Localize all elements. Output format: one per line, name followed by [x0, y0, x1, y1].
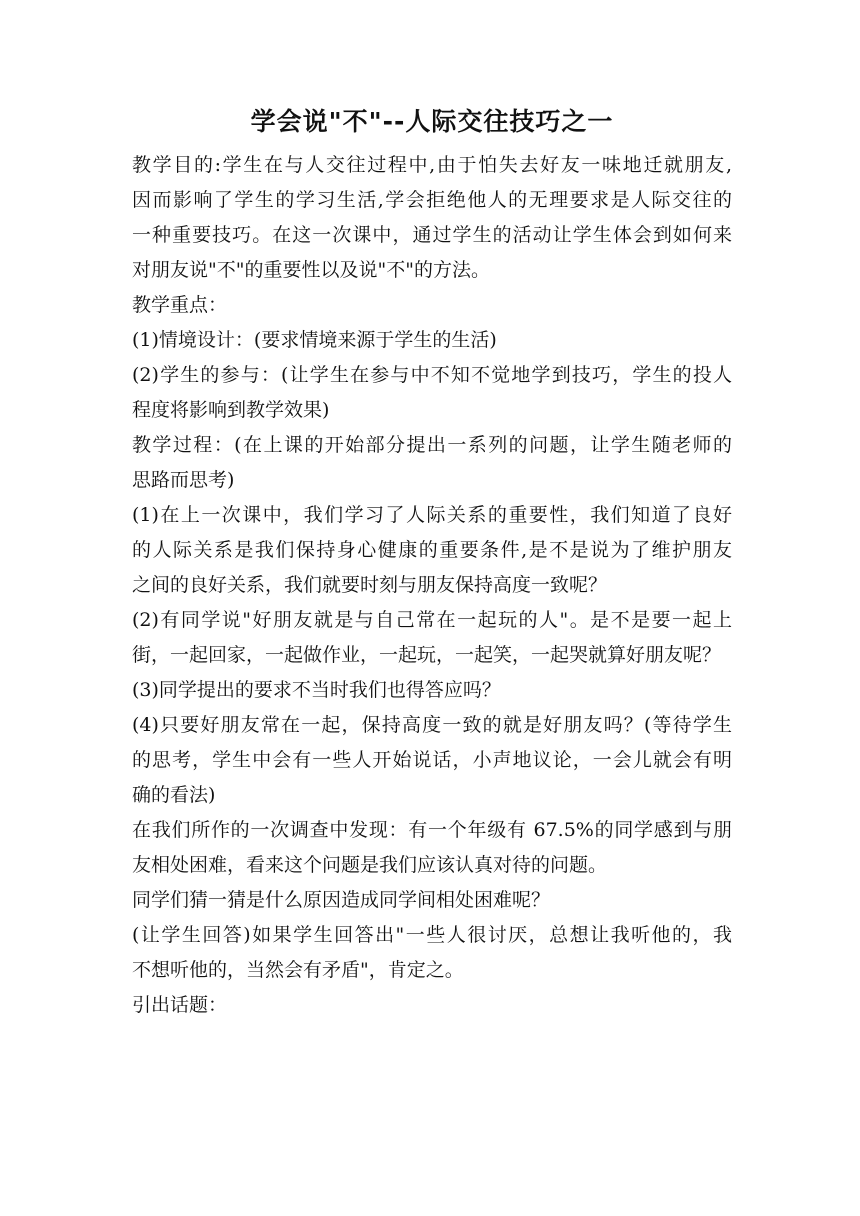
text-line: 引出话题： [132, 994, 228, 1016]
paragraph [132, 708, 732, 813]
text-line: 在我们所作的一次调查中发现：有一个年级有 67.5%的同学感到与朋 [132, 819, 732, 841]
text-line: 确的看法) [132, 784, 216, 806]
text-line: 对朋友说"不"的重要性以及说"不"的方法。 [132, 259, 490, 281]
paragraph [132, 428, 732, 498]
paragraph [132, 603, 732, 673]
text-line: 的人际关系是我们保持身心健康的重要条件,是不是说为了维护朋友 [132, 539, 732, 561]
text-line: (1)情境设计：(要求情境来源于学生的生活) [132, 329, 497, 351]
document-page [132, 96, 732, 1023]
paragraph [132, 288, 732, 323]
text-line: 不想听他的，当然会有矛盾"，肯定之。 [132, 959, 464, 981]
text-line: 教学过程：(在上课的开始部分提出一系列的问题，让学生随老师的 [132, 434, 732, 456]
paragraph [132, 988, 732, 1023]
text-line: (2)有同学说"好朋友就是与自己常在一起玩的人"。是不是要一起上 [132, 609, 732, 631]
text-line: (1)在上一次课中，我们学习了人际关系的重要性，我们知道了良好 [132, 504, 732, 526]
paragraph [132, 813, 732, 883]
text-line: 教学重点： [132, 294, 228, 316]
text-line: (3)同学提出的要求不当时我们也得答应吗？ [132, 679, 501, 701]
text-line: 之间的良好关系，我们就要时刻与朋友保持高度一致呢？ [132, 574, 608, 596]
paragraph [132, 498, 732, 603]
text-line: 程度将影响到教学效果) [132, 399, 330, 421]
text-line: 的思考，学生中会有一些人开始说话，小声地议论，一会儿就会有明 [132, 749, 732, 771]
text-line: 一种重要技巧。在这一次课中，通过学生的活动让学生体会到如何来 [132, 224, 732, 246]
paragraph [132, 358, 732, 428]
text-line: (2)学生的参与：(让学生在参与中不知不觉地学到技巧，学生的投人 [132, 364, 732, 386]
document-title: 学会说"不"--人际交往技巧之一 [250, 107, 614, 136]
text-line: 友相处困难，看来这个问题是我们应该认真对待的问题。 [132, 854, 608, 876]
paragraph [132, 883, 732, 918]
text-line: 思路而思考) [132, 469, 235, 491]
paragraph [132, 673, 732, 708]
paragraph [132, 148, 732, 288]
text-line: 街，一起回家，一起做作业，一起玩，一起笑，一起哭就算好朋友呢？ [132, 644, 722, 666]
paragraph [132, 918, 732, 988]
text-line: 因而影响了学生的学习生活,学会拒绝他人的无理要求是人际交往的 [132, 189, 732, 211]
text-line: (让学生回答)如果学生回答出"一些人很讨厌，总想让我听他的，我 [132, 924, 732, 946]
paragraph [132, 323, 732, 358]
text-line: 同学们猜一猜是什么原因造成同学间相处困难呢？ [132, 889, 551, 911]
document-body [132, 148, 732, 1023]
text-line: 教学目的:学生在与人交往过程中,由于怕失去好友一味地迁就朋友, [132, 154, 732, 176]
text-line: (4)只要好朋友常在一起，保持高度一致的就是好朋友吗？(等待学生 [132, 714, 732, 736]
